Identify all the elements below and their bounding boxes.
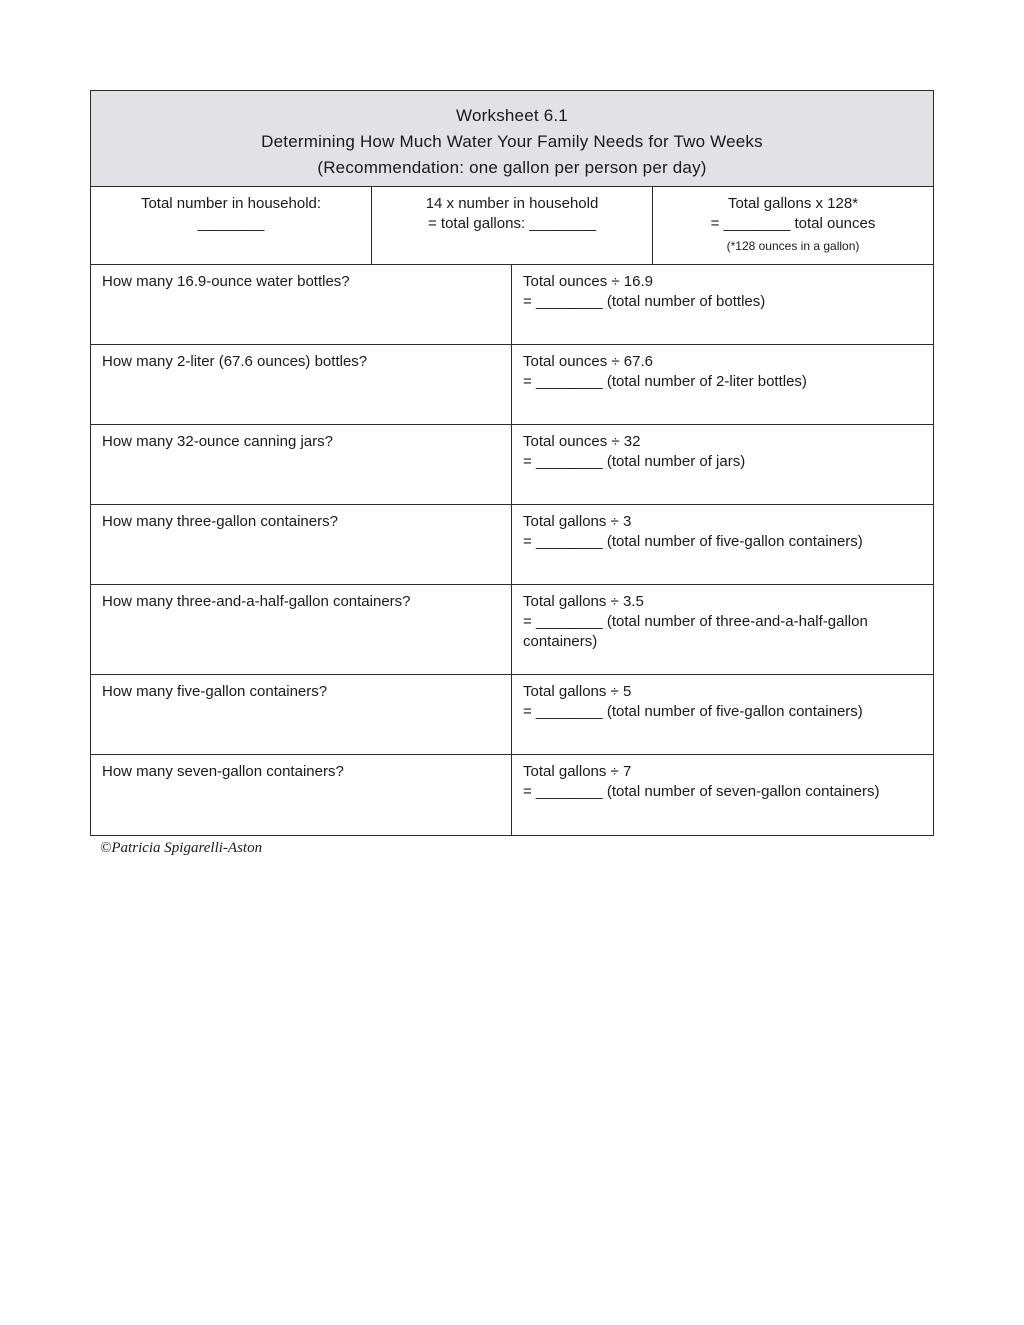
calculation-cell [512,675,933,754]
calculation-formula: Total ounces ÷ 16.9 [523,273,653,290]
worksheet-recommendation: (Recommendation: one gallon per person per day) [317,158,707,177]
table-row [91,585,933,675]
calculation-result-blank: = ________ (total number of bottles) [523,293,766,310]
calculation-result-blank: = ________ (total number of jars) [523,453,746,470]
calculation-formula: Total ounces ÷ 67.6 [523,353,653,370]
table-row [91,755,933,835]
table-row [91,425,933,505]
calculation-result-blank: = ________ (total number of five-gallon containers) [523,703,863,720]
calculation-formula: Total gallons ÷ 3.5 [523,593,644,610]
total-ounces-label: Total gallons x 128* [727,195,859,212]
question-cell: How many 2-liter (67.6 ounces) bottles? [91,345,512,424]
calculation-formula: Total gallons ÷ 7 [523,763,632,780]
worksheet-title: Determining How Much Water Your Family Needs for Two Weeks [261,132,763,151]
calculation-cell [512,265,933,344]
question-cell: How many 16.9-ounce water bottles? [91,265,512,344]
worksheet-header [91,91,933,187]
summary-row [91,187,933,265]
calculation-formula: Total ounces ÷ 32 [523,433,641,450]
question-cell: How many three-gallon containers? [91,505,512,584]
household-count-cell [91,187,371,264]
table-row [91,505,933,585]
question-cell: How many five-gallon containers? [91,675,512,754]
table-row [91,675,933,755]
household-count-blank: ________ [197,215,265,232]
calculation-cell [512,505,933,584]
calculation-result-blank: = ________ (total number of seven-gallon containers) [523,783,880,800]
question-cell: How many three-and-a-half-gallon containers? [91,585,512,674]
calculation-cell [512,755,933,835]
ounces-footnote: (*128 ounces in a gallon) [726,239,860,253]
total-gallons-blank: = total gallons: ________ [427,215,597,232]
table-row [91,345,933,425]
total-gallons-label: 14 x number in household [425,195,599,212]
household-count-label: Total number in household: [140,195,322,212]
calculation-result-blank: = ________ (total number of five-gallon containers) [523,533,863,550]
calculation-cell [512,585,933,674]
calculation-cell [512,345,933,424]
table-row [91,265,933,345]
calculation-result-blank: = ________ (total number of 2-liter bottles) [523,373,807,390]
calculation-result-blank: = ________ (total number of three-and-a-half-gallon containers) [523,613,868,650]
question-cell: How many 32-ounce canning jars? [91,425,512,504]
total-gallons-cell [371,187,652,264]
question-cell: How many seven-gallon containers? [91,755,512,835]
worksheet-number: Worksheet 6.1 [456,106,568,125]
calculation-formula: Total gallons ÷ 3 [523,513,632,530]
total-ounces-blank: = ________ total ounces [710,215,876,232]
total-ounces-cell [652,187,933,264]
worksheet-table [90,90,934,836]
calculation-formula: Total gallons ÷ 5 [523,683,632,700]
calculation-cell [512,425,933,504]
copyright-notice: ©Patricia Spigarelli-Aston [100,840,263,856]
